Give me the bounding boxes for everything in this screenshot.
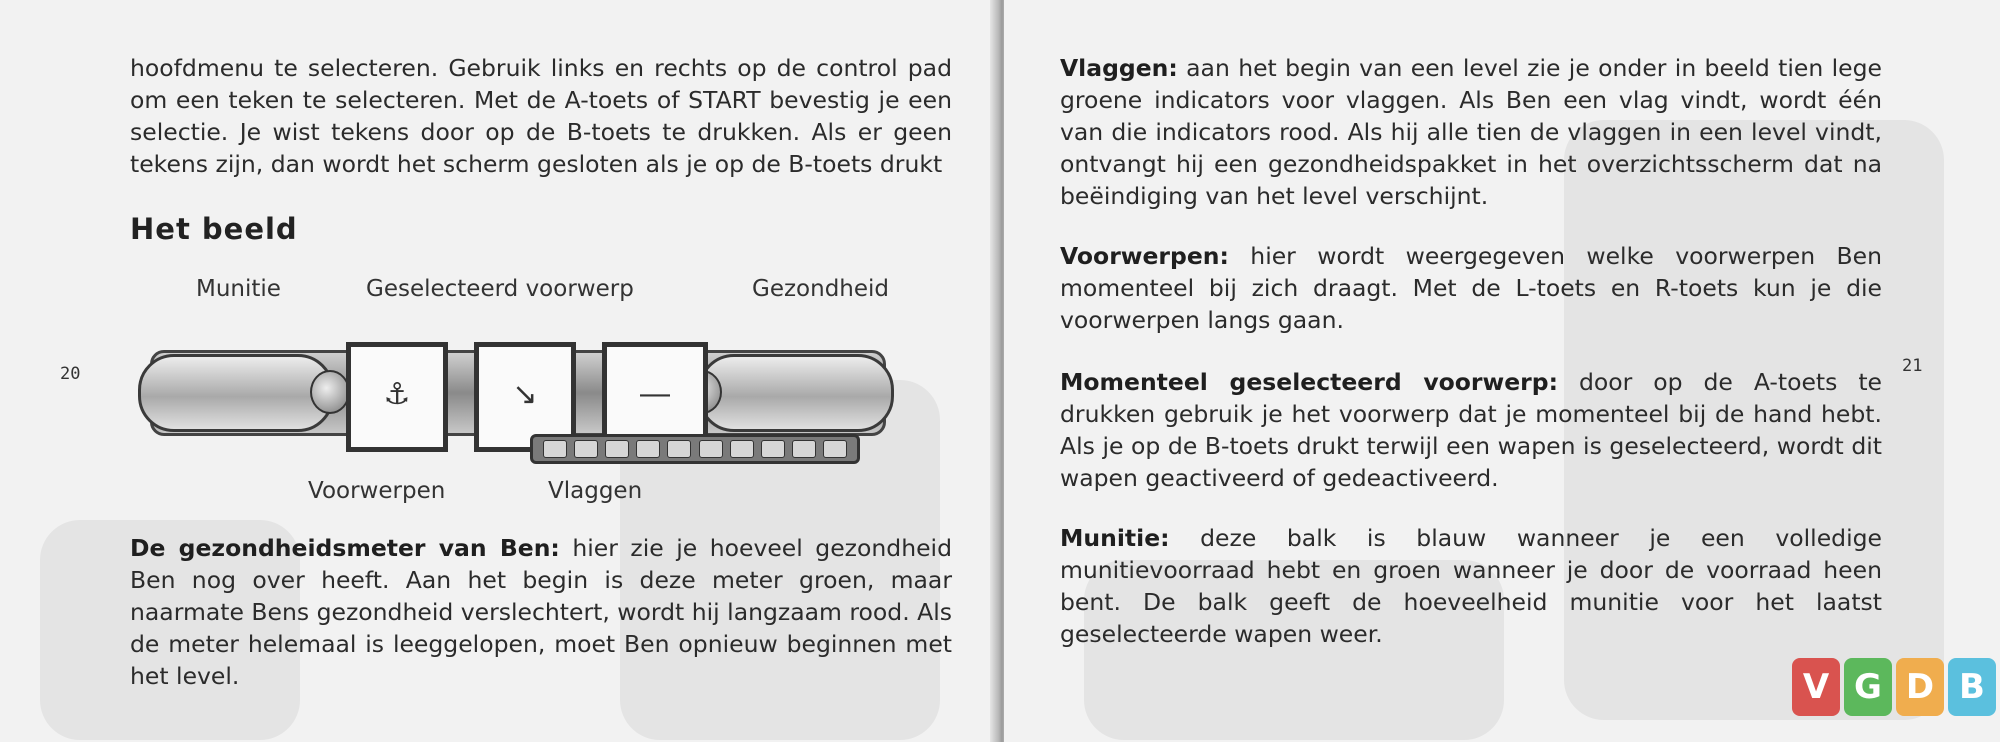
- hud-graphic: [130, 330, 900, 470]
- section-text: door op de A-toets te drukken gebruik je het voorwerp dat je momenteel bij de hand hebt. Als je op de B-toets drukt terwijl een wapen is geselecteerd, wordt dit wapen geactiveerd of gedeactiveerd.: [1060, 368, 1883, 492]
- flag-indicator: [543, 440, 567, 458]
- flag-indicator: [823, 440, 847, 458]
- flag-indicator: [792, 440, 816, 458]
- hud-label-gezondheid: Gezondheid: [752, 276, 890, 302]
- vgdb-logo: [1792, 658, 1996, 716]
- logo-letter: B: [1948, 658, 1996, 716]
- logo-letter: V: [1792, 658, 1840, 716]
- flag-indicator: [761, 440, 785, 458]
- section-voorwerpen: [1060, 240, 1882, 336]
- health-paragraph: [130, 532, 952, 692]
- ammo-meter: [138, 354, 334, 432]
- flag-indicator: [730, 440, 754, 458]
- flag-indicator: [667, 440, 691, 458]
- pistol-icon: ↘: [512, 377, 538, 412]
- section-term: Momenteel geselecteerd voorwerp:: [1060, 368, 1558, 396]
- health-meter: [698, 354, 894, 432]
- flag-indicator: [699, 440, 723, 458]
- logo-letter: D: [1896, 658, 1944, 716]
- page-number-left: 20: [60, 364, 81, 384]
- section-vlaggen: [1060, 52, 1882, 212]
- health-term: De gezondheidsmeter van Ben:: [130, 534, 560, 562]
- item-slot: [346, 342, 448, 452]
- section-geselecteerd: [1060, 366, 1882, 494]
- page-number-right: 21: [1902, 356, 1923, 376]
- flag-indicator: [605, 440, 629, 458]
- flag-indicators: [530, 434, 860, 464]
- intro-paragraph: hoofdmenu te selecteren. Gebruik links en rechts op de control pad om een teken te selecteren. Met de A-toets of START bevestig je een selectie. Je wist tekens door op de B-toets te drukken. Als er geen tekens zijn, dan wordt het scherm gesloten als je op de B-toets drukt: [130, 54, 952, 178]
- flag-indicator: [574, 440, 598, 458]
- flag-indicator: [636, 440, 660, 458]
- section-text: hier wordt weergegeven welke voorwerpen Ben momenteel bij zich draagt. Met de L-toets en R-toets kun je die voorwerpen langs gaan.: [1060, 242, 1882, 334]
- health-text: hier zie je hoeveel gezondheid Ben nog over heeft. Aan het begin is deze meter groen, maar naarmate Bens gezondheid verslechtert, wordt hij langzaam rood. Als de meter helemaal is leeggelopen, moet Ben opnieuw beginnen met het level.: [130, 534, 953, 690]
- section-munitie: [1060, 522, 1882, 650]
- hud-label-vlaggen: Vlaggen: [548, 478, 643, 504]
- section-term: Voorwerpen:: [1060, 242, 1229, 270]
- section-term: Munitie:: [1060, 524, 1170, 552]
- hud-label-munitie: Munitie: [196, 276, 281, 302]
- hud-knob-icon: [310, 370, 350, 414]
- section-heading: Het beeld: [130, 212, 298, 246]
- right-page: [1004, 0, 2000, 742]
- section-text: deze balk is blauw wanneer je een volledige munitievoorraad hebt en groen wanneer je door de voorraad heen bent. De balk geeft de hoeveelheid munitie voor het laatst geselecteerde wapen weer.: [1060, 524, 1882, 648]
- item-icon: ⚓: [383, 377, 411, 412]
- hud-label-geselecteerd: Geselecteerd voorwerp: [366, 276, 634, 302]
- left-page: [0, 0, 996, 742]
- rifle-icon: ―: [640, 377, 670, 412]
- logo-letter: G: [1844, 658, 1892, 716]
- section-text: aan het begin van een level zie je onder in beeld tien lege groene indicators voor vlaggen. Als Ben een vlag vindt, wordt één van die indicators rood. Als hij alle tien de vlaggen in een level vindt, ontvangt hij een gezondheidspakket in het overzichtsscherm dat na beëindiging van het level verschijnt.: [1060, 54, 1882, 210]
- section-term: Vlaggen:: [1060, 54, 1178, 82]
- hud-label-voorwerpen: Voorwerpen: [308, 478, 446, 504]
